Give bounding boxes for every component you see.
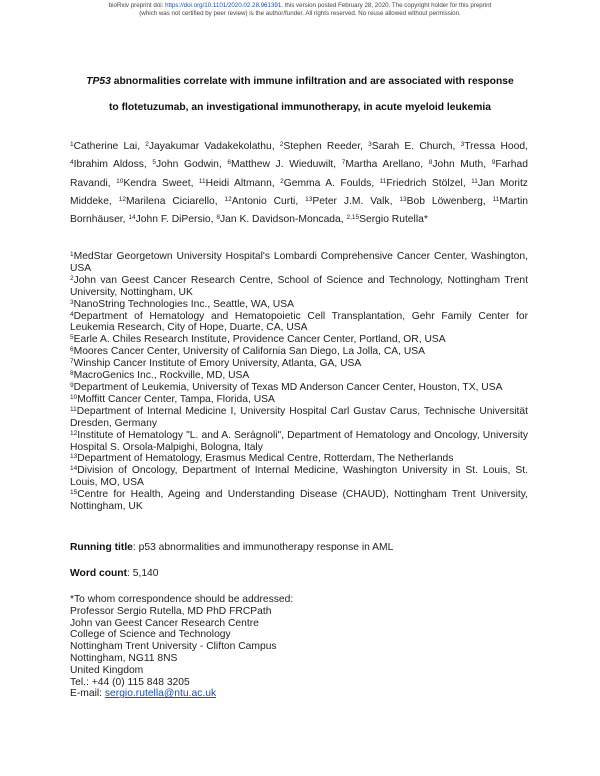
author xyxy=(461,141,526,152)
affiliation xyxy=(70,370,528,382)
correspondence-line: Nottingham Trent University - Clifton Campus xyxy=(70,641,277,653)
title-line-1: TP53 abnormalities correlate with immune infiltration and are associated with response xyxy=(86,76,514,87)
author xyxy=(280,141,360,152)
affiliation-number: 4 xyxy=(70,310,74,318)
affiliation-text: John van Geest Cancer Research Centre, School of Science and Technology, Nottingham Trent University, Nottingham, UK xyxy=(70,274,528,298)
affiliation xyxy=(70,358,528,370)
running-title-value: : p53 abnormalities and immunotherapy response in AML xyxy=(132,542,394,553)
affiliation-number: 6 xyxy=(70,346,74,354)
author-affiliation-number: 3 xyxy=(460,141,465,148)
author xyxy=(380,178,463,189)
email-label: E-mail: xyxy=(70,688,105,700)
author xyxy=(429,159,483,170)
affiliation-list xyxy=(70,251,528,513)
affiliation xyxy=(70,251,528,275)
author xyxy=(368,141,452,152)
running-title-label: Running title xyxy=(70,542,133,553)
author xyxy=(342,159,421,170)
correspondence-line: Tel.: +44 (0) 115 848 3205 xyxy=(70,676,190,688)
author-affiliation-number: 11 xyxy=(198,177,206,185)
email-link[interactable]: sergio.rutella@ntu.ac.uk xyxy=(104,688,217,700)
word-count-label: Word count xyxy=(70,568,128,579)
correspondence-line: College of Science and Technology xyxy=(70,629,231,641)
author-affiliation-number: 8 xyxy=(428,159,433,167)
author-affiliation-number: 2 xyxy=(279,141,284,148)
author-name: Jayakumar Vadakekolathu xyxy=(148,141,272,152)
author-name: Heidi Altmann xyxy=(205,177,272,189)
affiliation-number: 5 xyxy=(70,334,74,342)
author-name: Friedrich Stölzel xyxy=(386,177,463,189)
affiliation xyxy=(70,346,528,358)
affiliation-number: 13 xyxy=(70,453,78,461)
affiliation-text: Moores Cancer Center, University of California San Diego, La Jolla, CA, USA xyxy=(73,346,426,358)
correspondence-line: Professor Sergio Rutella, MD PhD FRCPath xyxy=(70,605,272,617)
correspondence-email-line xyxy=(70,688,530,700)
author-affiliation-number: 2,15 xyxy=(346,214,360,222)
affiliation-number: 9 xyxy=(70,381,74,389)
title-line-2: to flotetuzumab, an investigational immunotherapy, in acute myeloid leukemia xyxy=(108,102,491,113)
affiliation-number: 10 xyxy=(70,393,78,401)
correspondence-line: *To whom correspondence should be addressed: xyxy=(70,594,294,605)
affiliation-number: 2 xyxy=(70,274,74,282)
preprint-header xyxy=(0,2,600,18)
author-name: Kendra Sweet xyxy=(123,177,191,189)
author xyxy=(399,196,482,207)
affiliation-text: Department of Hematology, Erasmus Medical Centre, Rotterdam, The Netherlands xyxy=(77,453,454,465)
paper-title xyxy=(40,69,560,121)
author-affiliation-number: 4 xyxy=(70,159,74,167)
title-gene: TP53 xyxy=(86,76,111,87)
author-affiliation-number: 14 xyxy=(128,214,136,222)
author xyxy=(119,196,215,207)
affiliation-text: Institute of Hematology "L. and A. Serágnoli", Department of Hematology and Oncology, University Hospital S. Orsola-Malpighi, Bologna, Italy xyxy=(70,429,528,453)
affiliation xyxy=(70,275,528,299)
author-name: Jan K. Davidson-Moncada xyxy=(219,214,341,226)
author-list: $^1$Catherine Lai, $^2$Jayakumar Vadakekolathu, $^2$Stephen Reeder, $^3$Sarah E. Church, $^3$Tressa Hood, $^4$Ibrahim Aldoss, $^5$John Godwin, $^6$Matthew J. Wieduwilt, $^7$Martha Arellano, $^8$John Muth, $^9$Farhad Ravandi, $^{10}$Kendra Sweet, $^{11}$Heidi Altmann, $^2$Gemma A. Foulds, $^{11}$Friedrich Stölzel, $^{11}$Jan Moritz Middeke, $^{12}$Marilena Ciciarello, $^{12}$Antonio Curti, $^{13}$Peter J.M. Valk, $^{13}$Bob Löwenberg, $^{11}$Martin Bornhäuser, $^{14}$John F. DiPersio, $^8$Jan K. Davidson-Moncada, $^{2,15}$Sergio Rutella* xyxy=(70,141,528,226)
author xyxy=(152,159,219,170)
correspondence-line: Nottingham, NG11 8NS xyxy=(70,652,178,664)
author-name: Matthew J. Wieduwilt xyxy=(231,159,334,171)
author-name: John Muth xyxy=(432,159,484,171)
correspondence-block xyxy=(70,594,530,700)
author-affiliation-number: 11 xyxy=(492,195,500,203)
author-affiliation-number: 2 xyxy=(145,141,149,148)
author-affiliation-number: 12 xyxy=(118,195,126,203)
affiliation-number: 7 xyxy=(70,358,74,366)
author-name: Marilena Ciciarello xyxy=(125,195,215,207)
affiliation-text: Department of Internal Medicine I, University Hospital Carl Gustav Carus, Technische Universität Dresden, Germany xyxy=(70,405,528,429)
author-affiliation-number: 11 xyxy=(379,177,387,185)
author-name: John Godwin xyxy=(156,159,219,171)
affiliation-text: Department of Hematology and Hematopoietic Cell Transplantation, Gehr Family Center for Leukemia Research, City of Hope, Duarte, CA, USA xyxy=(70,310,528,334)
affiliation-text: Winship Cancer Institute of Emory University, Atlanta, GA, USA xyxy=(73,358,362,370)
author-name: John F. DiPersio xyxy=(135,214,211,226)
author-affiliation-number: 5 xyxy=(152,159,157,167)
affiliation xyxy=(70,489,528,513)
affiliation-number: 1 xyxy=(70,251,74,258)
doi-link[interactable]: https://doi.org/10.1101/2020.02.28.961391 xyxy=(165,2,282,9)
affiliation xyxy=(70,382,528,394)
author-name: Catherine Lai xyxy=(73,141,138,152)
affiliation xyxy=(70,334,528,346)
affiliation-text: Centre for Health, Ageing and Understanding Disease (CHAUD), Nottingham Trent University, Nottingham, UK xyxy=(70,489,528,513)
author-affiliation-number: 13 xyxy=(305,195,313,203)
author xyxy=(70,159,144,170)
author xyxy=(347,214,428,225)
affiliation-text: Moffitt Cancer Center, Tampa, Florida, USA xyxy=(77,393,275,405)
word-count xyxy=(70,568,530,579)
preprint-header-line2: (which was not certified by peer review) is the author/funder. All rights reserved. No reuse allowed without permission. xyxy=(139,10,461,17)
author-affiliation-number: 6 xyxy=(227,159,232,167)
affiliation-text: MedStar Georgetown University Hospital's Lombardi Comprehensive Cancer Center, Washington, USA xyxy=(70,251,528,274)
author xyxy=(280,178,371,189)
author-name: Peter J.M. Valk xyxy=(312,195,390,207)
author xyxy=(305,196,389,207)
author xyxy=(216,214,340,225)
author-name: Antonio Curti xyxy=(231,195,296,207)
affiliation-number: 14 xyxy=(70,465,78,473)
author-name: Ibrahim Aldoss xyxy=(73,159,144,171)
author-affiliation-number: 11 xyxy=(471,177,478,185)
preprint-header-line1: bioRxiv preprint doi: https://doi.org/10.1101/2020.02.28.961391. this version posted February 28, 2020. The copyright holder for this preprint xyxy=(108,2,492,9)
author-name: Martha Arellano xyxy=(345,159,421,171)
affiliation-text: Earle A. Chiles Research Institute, Providence Cancer Center, Portland, OR, USA xyxy=(73,334,446,346)
affiliation-number: 12 xyxy=(70,429,78,437)
author-name: Stephen Reeder xyxy=(283,141,361,152)
author-affiliation-number: 2 xyxy=(280,177,284,185)
correspondence-line: United Kingdom xyxy=(70,664,144,676)
affiliation xyxy=(70,406,528,430)
affiliation-text: MacroGenics Inc., Rockville, MD, USA xyxy=(73,370,250,382)
affiliation-number: 15 xyxy=(70,489,78,497)
author-name: Bob Löwenberg xyxy=(406,195,483,207)
author-name: Farhad Ravandi xyxy=(70,159,528,189)
affiliation xyxy=(70,299,528,311)
correspondence-line: John van Geest Cancer Research Centre xyxy=(70,617,259,629)
affiliation-text: NanoString Technologies Inc., Seattle, WA, USA xyxy=(73,298,294,310)
author-name: Tressa Hood xyxy=(464,141,526,152)
author xyxy=(70,141,137,152)
author xyxy=(199,178,272,189)
author-affiliation-number: 12 xyxy=(224,195,232,203)
affiliation-number: 8 xyxy=(70,370,74,378)
affiliation xyxy=(70,453,528,465)
affiliation xyxy=(70,394,528,406)
author-affiliation-number: 7 xyxy=(341,159,346,167)
author-affiliation-number: 13 xyxy=(399,195,407,203)
author-name: Gemma A. Foulds xyxy=(283,177,372,189)
author-affiliation-number: 3 xyxy=(368,141,372,148)
author xyxy=(145,141,272,152)
author-name: Sergio Rutella* xyxy=(359,214,428,226)
author-affiliation-number: 10 xyxy=(116,177,124,185)
author xyxy=(225,196,296,207)
author-name: Sarah E. Church xyxy=(371,141,453,152)
author xyxy=(227,159,333,170)
running-title xyxy=(70,542,530,553)
author xyxy=(128,214,210,225)
affiliation xyxy=(70,465,528,489)
author xyxy=(116,178,191,189)
affiliation-number: 3 xyxy=(70,298,74,306)
author-name: Jan Moritz Middeke xyxy=(70,177,528,207)
affiliation xyxy=(70,430,528,454)
author-name: Martin Bornhäuser xyxy=(70,195,528,226)
affiliation-text: Division of Oncology, Department of Internal Medicine, Washington University in St. Louis, St. Louis, MO, USA xyxy=(70,465,528,489)
word-count-value: : 5,140 xyxy=(127,568,159,579)
author-affiliation-number: 1 xyxy=(70,141,74,148)
affiliation-text: Department of Leukemia, University of Texas MD Anderson Cancer Center, Houston, TX, USA xyxy=(73,381,503,393)
affiliation xyxy=(70,311,528,335)
affiliation-number: 11 xyxy=(70,405,77,413)
author-affiliation-number: 9 xyxy=(491,159,496,167)
author-affiliation-number: 8 xyxy=(216,214,220,222)
